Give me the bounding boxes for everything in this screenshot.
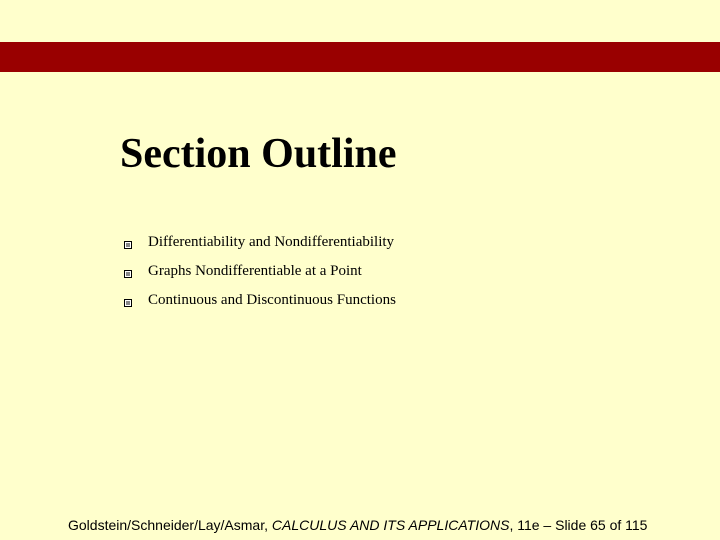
outline-item-label: Continuous and Discontinuous Functions (148, 292, 396, 308)
hollow-square-bullet-icon (124, 299, 132, 307)
footer-authors: Goldstein/Schneider/Lay/Asmar, (68, 517, 272, 533)
outline-item-graphs-nondifferentiable (120, 257, 396, 286)
outline-item-label: Differentiability and Nondifferentiability (148, 234, 395, 250)
outline-item-differentiability (120, 228, 396, 257)
slide-title: Section Outline (120, 131, 397, 177)
outline-item-label: Graphs Nondifferentiable at a Point (148, 263, 362, 279)
footer-edition-slide: , 11e – Slide 65 of 115 (509, 517, 648, 533)
hollow-square-bullet-icon (124, 270, 132, 278)
footer-book-title: CALCULUS AND ITS APPLICATIONS (271, 517, 510, 533)
hollow-square-bullet-icon (124, 241, 132, 249)
top-banner-bar (0, 42, 720, 72)
outline-item-continuous-functions (120, 286, 396, 315)
slide-footer (68, 516, 647, 534)
section-outline-list (120, 228, 396, 315)
